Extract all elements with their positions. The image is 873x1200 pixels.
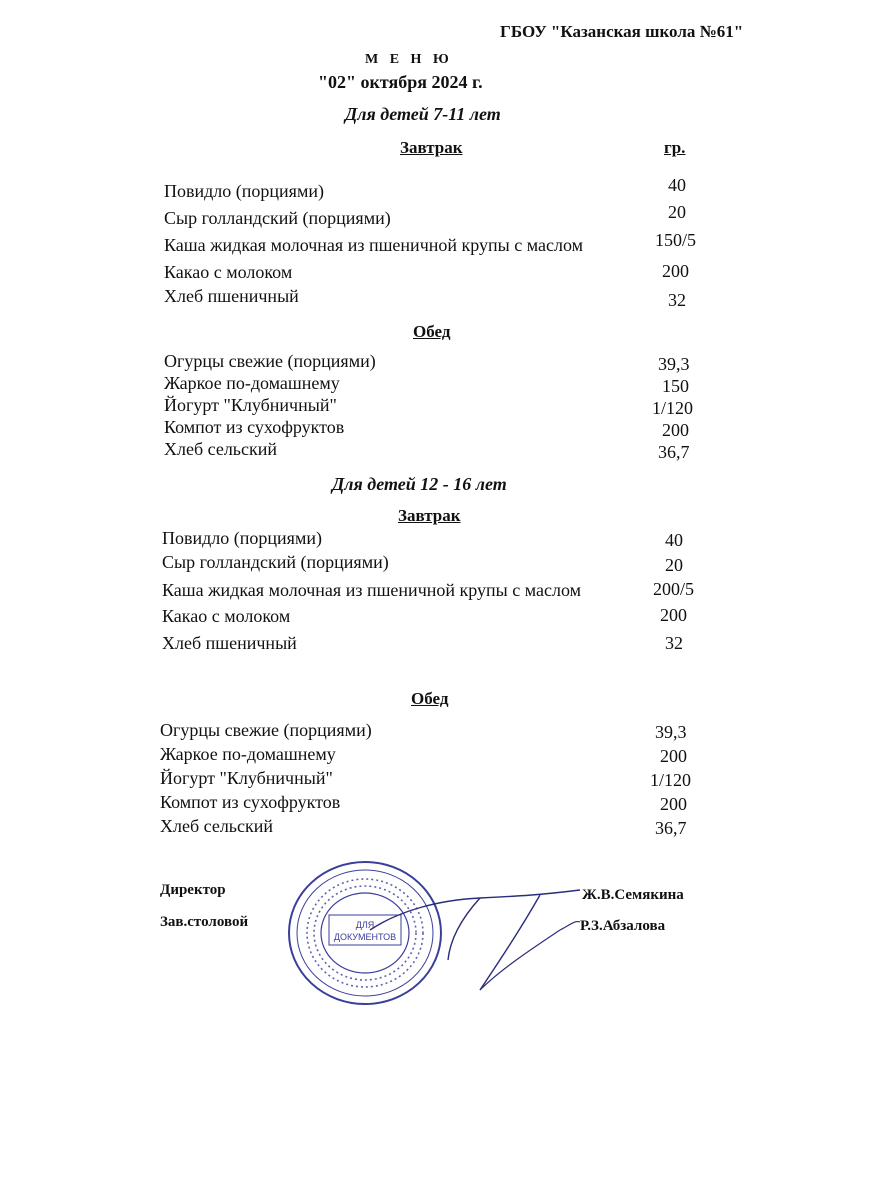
menu-item-qty: 36,7 xyxy=(655,818,687,838)
menu-item: Огурцы свежие (порциями) xyxy=(164,351,376,371)
menu-item: Компот из сухофруктов xyxy=(164,417,345,437)
menu-item-qty: 40 xyxy=(665,530,683,550)
menu-item-qty: 150/5 xyxy=(655,230,697,250)
organization-name: ГБОУ "Казанская школа №61" xyxy=(500,22,744,41)
menu-item: Йогурт "Клубничный" xyxy=(160,768,333,788)
menu-item-qty: 39,3 xyxy=(655,722,687,742)
canteen-head-title: Зав.столовой xyxy=(160,914,249,930)
menu-item-qty: 20 xyxy=(665,555,683,575)
menu-item-qty: 40 xyxy=(668,175,686,195)
menu-item-qty: 200 xyxy=(660,746,687,766)
menu-item: Хлеб пшеничный xyxy=(164,286,299,306)
section-title-lunch: Обед xyxy=(411,689,449,708)
menu-item-qty: 36,7 xyxy=(658,442,690,462)
menu-item: Хлеб сельский xyxy=(160,816,274,836)
menu-date: "02" октября 2024 г. xyxy=(318,72,483,92)
menu-item-qty: 200 xyxy=(662,420,689,440)
menu-item: Жаркое по-домашнему xyxy=(164,373,340,393)
section-title-lunch: Обед xyxy=(413,322,451,341)
menu-item: Каша жидкая молочная из пшеничной крупы с маслом xyxy=(162,580,582,600)
menu-item: Хлеб сельский xyxy=(164,439,278,459)
menu-item-qty: 20 xyxy=(668,202,686,222)
grams-header: гр. xyxy=(664,138,686,157)
stamp-text-2: ДОКУМЕНТОВ xyxy=(333,932,397,942)
menu-item-qty: 32 xyxy=(665,633,683,653)
menu-item: Компот из сухофруктов xyxy=(160,792,341,812)
age-group-label: Для детей 12 - 16 лет xyxy=(332,474,507,494)
menu-item-qty: 200/5 xyxy=(653,579,695,599)
menu-item-qty: 1/120 xyxy=(652,398,694,418)
menu-item-qty: 200 xyxy=(660,605,687,625)
menu-item-qty: 1/120 xyxy=(650,770,692,790)
director-title: Директор xyxy=(160,882,226,898)
menu-item-qty: 150 xyxy=(662,376,689,396)
menu-item: Повидло (порциями) xyxy=(164,181,324,201)
section-title-breakfast: Завтрак xyxy=(400,138,463,157)
stamp-text-1: ДЛЯ xyxy=(355,920,375,930)
menu-item-qty: 32 xyxy=(668,290,686,310)
menu-item-qty: 200 xyxy=(660,794,687,814)
menu-item: Какао с молоком xyxy=(164,262,293,282)
menu-title: М Е Н Ю xyxy=(365,52,453,67)
menu-item-qty: 39,3 xyxy=(658,354,690,374)
director-name: Ж.В.Семякина xyxy=(582,887,684,903)
menu-item: Повидло (порциями) xyxy=(162,528,322,548)
menu-item: Сыр голландский (порциями) xyxy=(164,208,391,228)
menu-item: Йогурт "Клубничный" xyxy=(164,395,337,415)
menu-item-qty: 200 xyxy=(662,261,689,281)
menu-item: Каша жидкая молочная из пшеничной крупы с маслом xyxy=(164,235,584,255)
menu-item: Хлеб пшеничный xyxy=(162,633,297,653)
handwritten-signatures xyxy=(330,870,590,1000)
section-title-breakfast: Завтрак xyxy=(398,506,461,525)
age-group-label: Для детей 7-11 лет xyxy=(345,104,501,124)
menu-item: Жаркое по-домашнему xyxy=(160,744,336,764)
menu-item: Сыр голландский (порциями) xyxy=(162,552,389,572)
menu-item: Какао с молоком xyxy=(162,606,291,626)
canteen-head-name: Р.З.Абзалова xyxy=(580,918,666,934)
menu-item: Огурцы свежие (порциями) xyxy=(160,720,372,740)
